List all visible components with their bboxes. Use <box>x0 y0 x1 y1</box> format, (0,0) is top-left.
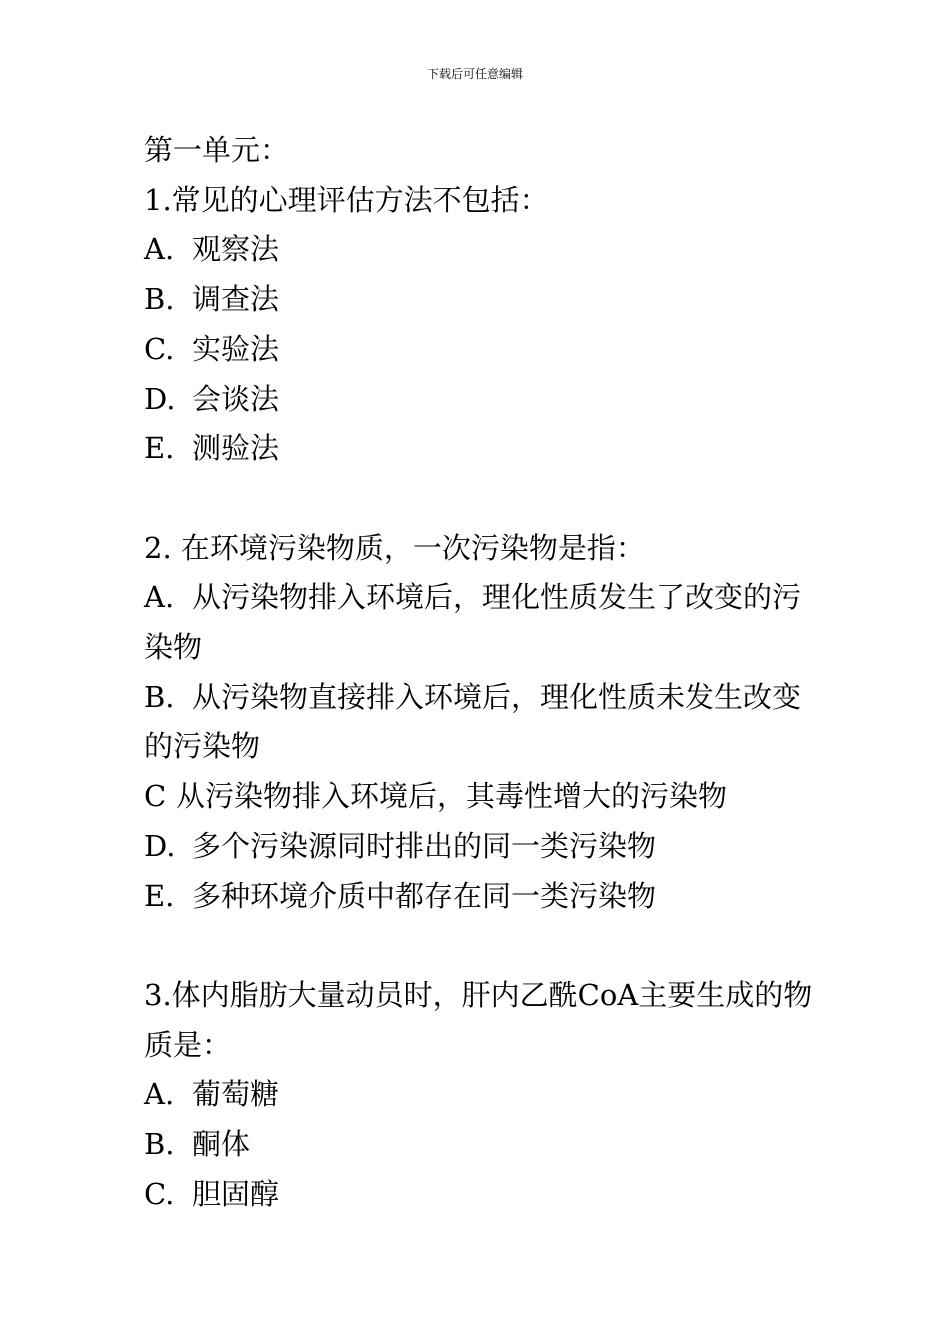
option-letter: A. <box>144 580 175 615</box>
option-row <box>144 673 814 772</box>
section-title: 第一单元： <box>144 133 290 167</box>
option-text: 从污染物排入环境后，其毒性增大的污染物 <box>176 779 728 814</box>
option-text: 葡萄糖 <box>192 1077 280 1112</box>
option-text: 从污染物排入环境后，理化性质发生了改变的污染物 <box>144 580 802 665</box>
option-row <box>144 1170 814 1220</box>
option-row <box>144 375 814 425</box>
document-body <box>144 126 814 1219</box>
option-row <box>144 1070 814 1120</box>
option-text: 实验法 <box>192 331 280 366</box>
blank-line <box>144 921 814 971</box>
option-text: 多种环境介质中都存在同一类污染物 <box>192 878 657 913</box>
question-stem: 2. 在环境污染物质，一次污染物是指： <box>144 530 645 565</box>
question-1 <box>144 176 814 474</box>
option-letter: E. <box>144 878 175 913</box>
question-stem: 3.体内脂肪大量动员时，肝内乙酰CoA主要生成的物质是： <box>144 977 813 1062</box>
option-row <box>144 573 814 672</box>
option-row <box>144 275 814 325</box>
question-2 <box>144 524 814 922</box>
question-stem: 1.常见的心理评估方法不包括： <box>144 182 549 217</box>
option-letter: D. <box>144 828 176 863</box>
question-3 <box>144 971 814 1220</box>
option-letter: C. <box>144 1176 175 1211</box>
option-letter: B. <box>144 679 175 714</box>
option-row <box>144 822 814 872</box>
option-text: 胆固醇 <box>192 1176 280 1211</box>
option-letter: C <box>144 779 167 814</box>
option-letter: B. <box>144 282 175 317</box>
option-row <box>144 772 814 822</box>
option-row <box>144 325 814 375</box>
header-note: 下载后可任意编辑 <box>426 67 523 81</box>
option-row <box>144 872 814 922</box>
option-letter: A. <box>144 232 175 267</box>
option-text: 酮体 <box>192 1127 251 1162</box>
option-text: 从污染物直接排入环境后，理化性质未发生改变的污染物 <box>144 679 802 764</box>
option-row <box>144 225 814 275</box>
option-row <box>144 1120 814 1170</box>
option-text: 多个污染源同时排出的同一类污染物 <box>192 828 657 863</box>
option-letter: E. <box>144 431 175 466</box>
option-letter: C. <box>144 331 175 366</box>
blank-line <box>144 474 814 524</box>
option-text: 调查法 <box>192 282 280 317</box>
option-row <box>144 424 814 474</box>
option-text: 会谈法 <box>192 381 280 416</box>
option-text: 观察法 <box>192 232 280 267</box>
option-letter: A. <box>144 1077 175 1112</box>
option-text: 测验法 <box>192 431 280 466</box>
option-letter: D. <box>144 381 176 416</box>
option-letter: B. <box>144 1127 175 1162</box>
